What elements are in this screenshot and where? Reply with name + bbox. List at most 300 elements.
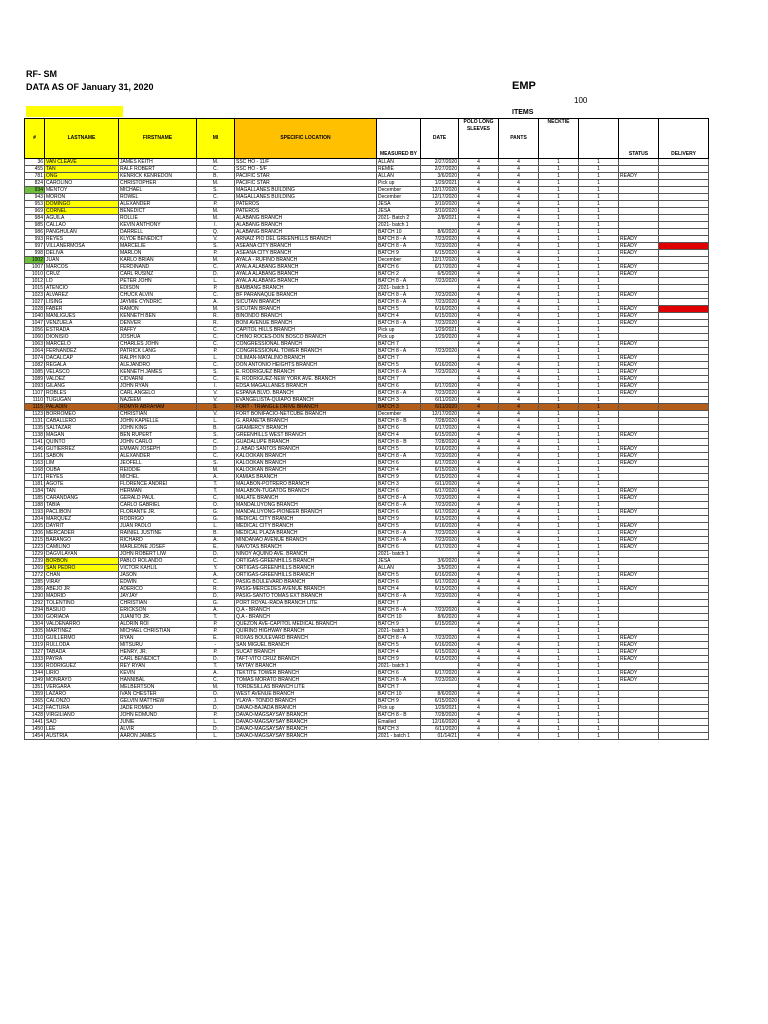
- cell-measured-by: BATCH 8 - A: [377, 677, 421, 684]
- cell-status: READY: [619, 383, 659, 390]
- cell-lastname: TUGUGAN: [45, 397, 119, 404]
- cell-status: [619, 285, 659, 292]
- cell-delivery: [659, 565, 709, 572]
- cell-firstname: MITSURU: [119, 642, 197, 649]
- cell-number: 1007: [25, 264, 45, 271]
- cell-location: ALABANG BRANCH: [235, 215, 377, 222]
- cell-polo: 4: [459, 250, 499, 257]
- cell-necktie: 1: [539, 579, 579, 586]
- cell-pants: 4: [499, 264, 539, 271]
- cell-status: READY: [619, 369, 659, 376]
- cell-extra: 1: [579, 285, 619, 292]
- cell-extra: 1: [579, 383, 619, 390]
- cell-delivery: [659, 705, 709, 712]
- cell-number: 1093: [25, 383, 45, 390]
- cell-pants: 4: [499, 236, 539, 243]
- cell-firstname: MICHAEL CHRISTIAN: [119, 628, 197, 635]
- table-row: [25, 586, 709, 593]
- cell-lastname: PAYRA: [45, 656, 119, 663]
- cell-polo: 4: [459, 271, 499, 278]
- cell-mi: Q.: [197, 229, 235, 236]
- cell-necktie: 1: [539, 222, 579, 229]
- cell-status: [619, 194, 659, 201]
- cell-pants: 4: [499, 733, 539, 740]
- cell-extra: 1: [579, 467, 619, 474]
- cell-extra: 1: [579, 243, 619, 250]
- table-row: [25, 250, 709, 257]
- cell-delivery: [659, 390, 709, 397]
- cell-status: READY: [619, 460, 659, 467]
- cell-status: [619, 404, 659, 411]
- cell-necktie: 1: [539, 453, 579, 460]
- cell-status: READY: [619, 264, 659, 271]
- cell-measured-by: BATCH 8 - A: [377, 292, 421, 299]
- cell-number: 1351: [25, 684, 45, 691]
- cell-extra: 1: [579, 173, 619, 180]
- cell-polo: 4: [459, 719, 499, 726]
- cell-necktie: 1: [539, 327, 579, 334]
- cell-lastname: QUINTO: [45, 439, 119, 446]
- cell-status: [619, 705, 659, 712]
- cell-number: 1305: [25, 628, 45, 635]
- cell-extra: 1: [579, 180, 619, 187]
- cell-firstname: RALPH NIKO: [119, 355, 197, 362]
- cell-location: TORDESILLAS BRANCH LITE: [235, 684, 377, 691]
- cell-necktie: 1: [539, 215, 579, 222]
- cell-extra: 1: [579, 292, 619, 299]
- cell-necktie: 1: [539, 299, 579, 306]
- table-row: [25, 537, 709, 544]
- cell-extra: 1: [579, 579, 619, 586]
- cell-status: [619, 257, 659, 264]
- cell-pants: 4: [499, 628, 539, 635]
- cell-pants: 4: [499, 299, 539, 306]
- cell-date: 6/16/2020: [421, 306, 459, 313]
- cell-location: AYALA - RUFINO BRANCH: [235, 257, 377, 264]
- cell-location: TAFT-VITO CRUZ BRANCH: [235, 656, 377, 663]
- cell-polo: 4: [459, 495, 499, 502]
- cell-status: [619, 663, 659, 670]
- cell-necktie: 1: [539, 166, 579, 173]
- cell-lastname: DACALCAP: [45, 355, 119, 362]
- cell-firstname: MARCELIE: [119, 243, 197, 250]
- cell-necktie: 1: [539, 425, 579, 432]
- cell-mi: M.: [197, 159, 235, 166]
- cell-extra: 1: [579, 313, 619, 320]
- cell-status: [619, 467, 659, 474]
- cell-firstname: CARL ANGELO: [119, 390, 197, 397]
- cell-extra: 1: [579, 271, 619, 278]
- cell-pants: 4: [499, 362, 539, 369]
- cell-delivery: [659, 418, 709, 425]
- cell-location: BF PARANAQUE BRANCH: [235, 292, 377, 299]
- cell-location: MALABON-TUGATOG BRANCH: [235, 488, 377, 495]
- cell-polo: 4: [459, 355, 499, 362]
- cell-status: [619, 334, 659, 341]
- cell-measured-by: BATCH 9: [377, 474, 421, 481]
- cell-firstname: JAYMIE CYNDRIC: [119, 299, 197, 306]
- cell-extra: 1: [579, 649, 619, 656]
- cell-extra: 1: [579, 677, 619, 684]
- cell-location: KALOOKAN BRANCH: [235, 453, 377, 460]
- cell-measured-by: BATCH 6: [377, 544, 421, 551]
- cell-polo: 4: [459, 159, 499, 166]
- cell-location: DON ANTONIO HEIGHTS BRANCH: [235, 362, 377, 369]
- cell-lastname: MANLIGUES: [45, 313, 119, 320]
- cell-number: 1239: [25, 558, 45, 565]
- cell-delivery: [659, 411, 709, 418]
- cell-polo: 4: [459, 446, 499, 453]
- cell-pants: 4: [499, 418, 539, 425]
- cell-necktie: 1: [539, 432, 579, 439]
- cell-location: DAVAO-MAGSAYSAY BRANCH: [235, 733, 377, 740]
- cell-firstname: HERMAN: [119, 488, 197, 495]
- cell-date: 12/17/2020: [421, 411, 459, 418]
- cell-measured-by: BATCH 7: [377, 341, 421, 348]
- cell-date: 7/28/2020: [421, 418, 459, 425]
- cell-extra: 1: [579, 187, 619, 194]
- cell-number: 1269: [25, 565, 45, 572]
- cell-polo: 4: [459, 285, 499, 292]
- cell-mi: I.: [197, 383, 235, 390]
- cell-pants: 4: [499, 243, 539, 250]
- cell-location: SAN MIGUEL BRANCH: [235, 642, 377, 649]
- cell-location: DAVAO-MAGSAYSAY BRANCH: [235, 726, 377, 733]
- cell-status: [619, 502, 659, 509]
- cell-location: DAVAO-MAGSAYSAY BRANCH: [235, 712, 377, 719]
- cell-measured-by: BATCH 8 - A: [377, 593, 421, 600]
- cell-pants: 4: [499, 327, 539, 334]
- cell-polo: 4: [459, 607, 499, 614]
- cell-extra: 1: [579, 509, 619, 516]
- cell-delivery: [659, 677, 709, 684]
- table-row: [25, 306, 709, 313]
- cell-delivery: [659, 502, 709, 509]
- cell-lastname: AGOTE: [45, 481, 119, 488]
- cell-date: 7/23/2020: [421, 635, 459, 642]
- cell-date: 8/6/2020: [421, 229, 459, 236]
- col-header-necktie: NECKTIE: [539, 119, 579, 159]
- cell-polo: 4: [459, 586, 499, 593]
- cell-date: 7/23/2020: [421, 243, 459, 250]
- cell-delivery: [659, 684, 709, 691]
- cell-polo: 4: [459, 663, 499, 670]
- cell-pants: 4: [499, 250, 539, 257]
- table-row: [25, 719, 709, 726]
- cell-delivery: [659, 481, 709, 488]
- cell-extra: 1: [579, 215, 619, 222]
- cell-status: [619, 698, 659, 705]
- cell-mi: C.: [197, 376, 235, 383]
- cell-measured-by: BATCH 4: [377, 649, 421, 656]
- cell-number: 1027: [25, 299, 45, 306]
- cell-pants: 4: [499, 194, 539, 201]
- cell-pants: 4: [499, 320, 539, 327]
- cell-extra: 1: [579, 537, 619, 544]
- cell-delivery: [659, 544, 709, 551]
- cell-measured-by: BATCH 6: [377, 509, 421, 516]
- cell-polo: 4: [459, 677, 499, 684]
- cell-measured-by: BATCH 8 - A: [377, 607, 421, 614]
- cell-extra: 1: [579, 586, 619, 593]
- cell-date: 12/17/2020: [421, 257, 459, 264]
- cell-status: READY: [619, 376, 659, 383]
- cell-mi: M.: [197, 684, 235, 691]
- cell-delivery: [659, 621, 709, 628]
- cell-firstname: JOHN EDMUND: [119, 712, 197, 719]
- cell-pants: 4: [499, 516, 539, 523]
- cell-mi: A.: [197, 572, 235, 579]
- cell-extra: 1: [579, 663, 619, 670]
- cell-date: [421, 341, 459, 348]
- cell-status: READY: [619, 572, 659, 579]
- cell-location: EVANGELISTA-QUIAPO BRANCH: [235, 397, 377, 404]
- cell-pants: 4: [499, 656, 539, 663]
- cell-pants: 4: [499, 509, 539, 516]
- cell-pants: 4: [499, 334, 539, 341]
- cell-necktie: 1: [539, 257, 579, 264]
- cell-lastname: LAZARO: [45, 691, 119, 698]
- cell-measured-by: BATCH 8 - A: [377, 495, 421, 502]
- col-header-polo: POLO LONG SLEEVES: [459, 119, 499, 159]
- cell-lastname: OUBA: [45, 467, 119, 474]
- cell-location: MALABON-POTRERO BRANCH: [235, 481, 377, 488]
- cell-firstname: ALDRIN ROI: [119, 621, 197, 628]
- cell-status: [619, 166, 659, 173]
- cell-extra: 1: [579, 334, 619, 341]
- cell-date: 7/23/2020: [421, 607, 459, 614]
- cell-lastname: VALDENARRO: [45, 621, 119, 628]
- cell-measured-by: BATCH 8 - A: [377, 635, 421, 642]
- cell-necktie: 1: [539, 236, 579, 243]
- cell-number: 1168: [25, 467, 45, 474]
- cell-location: SICUTAN BRANCH: [235, 299, 377, 306]
- cell-pants: 4: [499, 201, 539, 208]
- cell-measured-by: Pick up: [377, 327, 421, 334]
- cell-location: ROXAS BOULEVARD BRANCH: [235, 635, 377, 642]
- cell-pants: 4: [499, 453, 539, 460]
- cell-date: 1/29/2020: [421, 334, 459, 341]
- cell-status: READY: [619, 313, 659, 320]
- cell-firstname: KEVIN ANTHONY: [119, 222, 197, 229]
- cell-status: READY: [619, 453, 659, 460]
- cell-measured-by: BATCH 4: [377, 586, 421, 593]
- cell-number: 1115: [25, 404, 45, 411]
- cell-date: [421, 222, 459, 229]
- cell-firstname: RALF ROBERT: [119, 166, 197, 173]
- cell-status: [619, 201, 659, 208]
- cell-pants: 4: [499, 488, 539, 495]
- cell-date: 7/23/2020: [421, 278, 459, 285]
- cell-location: DILIMAN-MATALINO BRANCH: [235, 355, 377, 362]
- cell-polo: 4: [459, 537, 499, 544]
- cell-lastname: TOLENTINO: [45, 600, 119, 607]
- cell-measured-by: BATCH 6: [377, 488, 421, 495]
- cell-lastname: CALLAO: [45, 222, 119, 229]
- cell-location: PASIG BOULEVARD BRANCH: [235, 579, 377, 586]
- cell-mi: P.: [197, 712, 235, 719]
- cell-polo: 4: [459, 670, 499, 677]
- cell-firstname: KENNETH BEN: [119, 313, 197, 320]
- cell-pants: 4: [499, 432, 539, 439]
- cell-pants: 4: [499, 726, 539, 733]
- cell-firstname: FLORENCE ANDREI: [119, 481, 197, 488]
- cell-number: 969: [25, 208, 45, 215]
- cell-date: 6/11/2020: [421, 404, 459, 411]
- cell-pants: 4: [499, 705, 539, 712]
- cell-firstname: ROMYR ABRAHAM: [119, 404, 197, 411]
- cell-number: 1333: [25, 656, 45, 663]
- cell-mi: R.: [197, 313, 235, 320]
- cell-location: Q.A - BRANCH: [235, 614, 377, 621]
- cell-measured-by: BATCH 8 - A: [377, 278, 421, 285]
- cell-location: PASIG-SANTO TOMAS EXT BRANCH: [235, 593, 377, 600]
- cell-status: READY: [619, 341, 659, 348]
- cell-status: [619, 733, 659, 740]
- cell-extra: 1: [579, 551, 619, 558]
- table-row: [25, 670, 709, 677]
- cell-measured-by: BATCH 8 - A: [377, 243, 421, 250]
- cell-extra: 1: [579, 530, 619, 537]
- cell-necktie: 1: [539, 614, 579, 621]
- cell-date: [421, 684, 459, 691]
- cell-date: 12/16/2020: [421, 719, 459, 726]
- cell-firstname: MICHAEL: [119, 187, 197, 194]
- cell-number: 1327: [25, 649, 45, 656]
- cell-polo: 4: [459, 299, 499, 306]
- cell-measured-by: Pick up: [377, 334, 421, 341]
- cell-polo: 4: [459, 642, 499, 649]
- cell-location: MEDICAL CITY BRANCH: [235, 523, 377, 530]
- cell-delivery: [659, 215, 709, 222]
- cell-polo: 4: [459, 600, 499, 607]
- cell-location: SSC HO - 5/F: [235, 166, 377, 173]
- cell-date: 6/11/2020: [421, 726, 459, 733]
- employee-count: 100: [574, 96, 588, 105]
- cell-polo: 4: [459, 397, 499, 404]
- cell-date: 8/6/2020: [421, 614, 459, 621]
- cell-lastname: GUTIERREZ: [45, 446, 119, 453]
- cell-lastname: MARCOS: [45, 264, 119, 271]
- cell-delivery: [659, 586, 709, 593]
- cell-measured-by: BATCH 8 - A: [377, 320, 421, 327]
- cell-date: 7/23/2020: [421, 236, 459, 243]
- table-row: [25, 481, 709, 488]
- cell-status: READY: [619, 523, 659, 530]
- cell-delivery: [659, 376, 709, 383]
- table-row: [25, 320, 709, 327]
- cell-delivery: [659, 194, 709, 201]
- cell-necktie: 1: [539, 194, 579, 201]
- cell-measured-by: Pick up: [377, 180, 421, 187]
- cell-measured-by: JESA: [377, 208, 421, 215]
- cell-delivery: [659, 187, 709, 194]
- cell-number: 1171: [25, 474, 45, 481]
- cell-polo: 4: [459, 544, 499, 551]
- cell-number: 997: [25, 243, 45, 250]
- cell-delivery: [659, 488, 709, 495]
- cell-location: CAPITOL HILLS BRANCH: [235, 327, 377, 334]
- cell-mi: G.: [197, 516, 235, 523]
- cell-location: G. ARANETA BRANCH: [235, 418, 377, 425]
- cell-delivery: [659, 362, 709, 369]
- cell-firstname: JUAN PAOLO: [119, 523, 197, 530]
- cell-delivery: [659, 537, 709, 544]
- cell-firstname: CARL BENEDICT: [119, 656, 197, 663]
- cell-number: 1146: [25, 446, 45, 453]
- cell-location: MEDICAL CITY BRANCH: [235, 516, 377, 523]
- cell-firstname: ALEJANDRO: [119, 362, 197, 369]
- cell-measured-by: 2021- batch 1: [377, 551, 421, 558]
- cell-extra: 1: [579, 201, 619, 208]
- cell-measured-by: BATCH 7: [377, 684, 421, 691]
- cell-location: WEST AVENUE BRANCH: [235, 691, 377, 698]
- cell-pants: 4: [499, 712, 539, 719]
- cell-necktie: 1: [539, 355, 579, 362]
- cell-firstname: KENRICK KENREDON: [119, 173, 197, 180]
- cell-extra: 1: [579, 516, 619, 523]
- cell-status: READY: [619, 292, 659, 299]
- cell-measured-by: BATCH 10: [377, 229, 421, 236]
- table-row: [25, 418, 709, 425]
- cell-lastname: FACTURA: [45, 705, 119, 712]
- cell-measured-by: BATCH 5: [377, 523, 421, 530]
- cell-status: READY: [619, 488, 659, 495]
- cell-lastname: CARANDANG: [45, 495, 119, 502]
- cell-number: 1138: [25, 432, 45, 439]
- cell-date: 1/29/2021: [421, 705, 459, 712]
- cell-status: READY: [619, 173, 659, 180]
- cell-polo: 4: [459, 292, 499, 299]
- table-row: [25, 313, 709, 320]
- cell-measured-by: December: [377, 257, 421, 264]
- cell-mi: P.: [197, 649, 235, 656]
- col-header-lastname: LASTNAME: [45, 119, 119, 159]
- cell-firstname: KEVIN: [119, 670, 197, 677]
- cell-extra: 1: [579, 656, 619, 663]
- cell-delivery: [659, 404, 709, 411]
- cell-mi: P.: [197, 250, 235, 257]
- table-row: [25, 579, 709, 586]
- cell-pants: 4: [499, 159, 539, 166]
- cell-pants: 4: [499, 271, 539, 278]
- cell-firstname: PABLO ROLANDO: [119, 558, 197, 565]
- cell-status: [619, 593, 659, 600]
- cell-extra: 1: [579, 481, 619, 488]
- cell-location: BAMBANG BRANCH: [235, 285, 377, 292]
- cell-necktie: 1: [539, 551, 579, 558]
- table-row: [25, 453, 709, 460]
- cell-status: [619, 579, 659, 586]
- cell-extra: 1: [579, 320, 619, 327]
- cell-firstname: CHUCK ALVIN: [119, 292, 197, 299]
- cell-lastname: SAO: [45, 719, 119, 726]
- cell-number: 1184: [25, 488, 45, 495]
- cell-extra: 1: [579, 670, 619, 677]
- table-row: [25, 621, 709, 628]
- cell-mi: C.: [197, 439, 235, 446]
- cell-number: 1010: [25, 271, 45, 278]
- cell-number: 1304: [25, 621, 45, 628]
- cell-extra: 1: [579, 460, 619, 467]
- cell-firstname: GERALD PAUL: [119, 495, 197, 502]
- cell-pants: 4: [499, 383, 539, 390]
- cell-mi: L.: [197, 418, 235, 425]
- cell-location: BONI AVENUE BRANCH: [235, 320, 377, 327]
- cell-status: READY: [619, 362, 659, 369]
- cell-date: 3/10/2020: [421, 208, 459, 215]
- cell-polo: 4: [459, 656, 499, 663]
